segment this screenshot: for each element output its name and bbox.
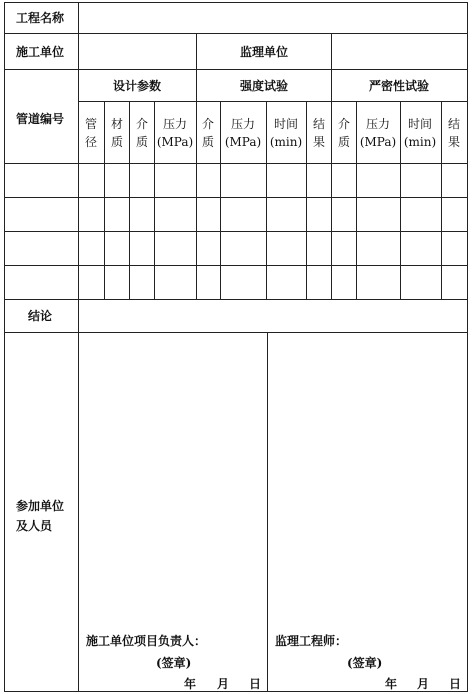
construction-manager-label: 施工单位项目负责人： [86,634,207,648]
conclusion-field[interactable] [79,300,467,332]
participants-label: 参加单位 及人员 [16,499,65,533]
construction-unit-field[interactable] [79,34,196,69]
design-params-header: 设计参数 [112,79,162,93]
tightness-test-header: 严密性试验 [368,79,430,93]
col-tightness-time: 时间 (min) [403,117,437,149]
construction-seal-label: (签章) [156,656,192,670]
table-row[interactable] [5,198,467,231]
col-material: 材 质 [110,117,124,149]
supervision-day-label: 日 [449,677,462,691]
pipeline-number-label: 管道编号 [16,112,65,126]
col-strength-pressure: 压力 (MPa) [224,117,262,149]
construction-year-label: 年 [184,677,197,691]
supervision-month-label: 月 [417,677,430,691]
construction-unit-label: 施工单位 [16,45,65,59]
table-row[interactable] [5,164,467,197]
project-name-field[interactable] [79,3,467,33]
col-design-medium: 介 质 [135,117,149,149]
form-grid-lines [4,2,468,692]
table-row[interactable] [5,232,467,265]
col-strength-medium: 介 质 [201,117,215,149]
supervision-year-label: 年 [385,677,398,691]
project-name-label: 工程名称 [16,11,65,25]
supervision-seal-label: (签章) [347,656,383,670]
conclusion-label: 结论 [28,309,53,323]
strength-test-header: 强度试验 [239,79,289,93]
col-design-pressure: 压力 (MPa) [156,117,194,149]
col-tightness-result: 结 果 [447,117,461,149]
supervision-unit-label: 监理单位 [239,45,289,59]
col-tightness-medium: 介 质 [337,117,351,149]
table-row[interactable] [5,266,467,299]
col-strength-result: 结 果 [312,117,326,149]
supervision-unit-field[interactable] [332,34,467,69]
col-tightness-pressure: 压力 (MPa) [359,117,397,149]
supervision-engineer-label: 监理工程师： [275,634,348,648]
construction-day-label: 日 [249,677,262,691]
construction-month-label: 月 [217,677,230,691]
col-strength-time: 时间 (min) [269,117,303,149]
col-pipe-diameter: 管 径 [84,117,98,149]
pipeline-pressure-test-form [4,2,468,692]
